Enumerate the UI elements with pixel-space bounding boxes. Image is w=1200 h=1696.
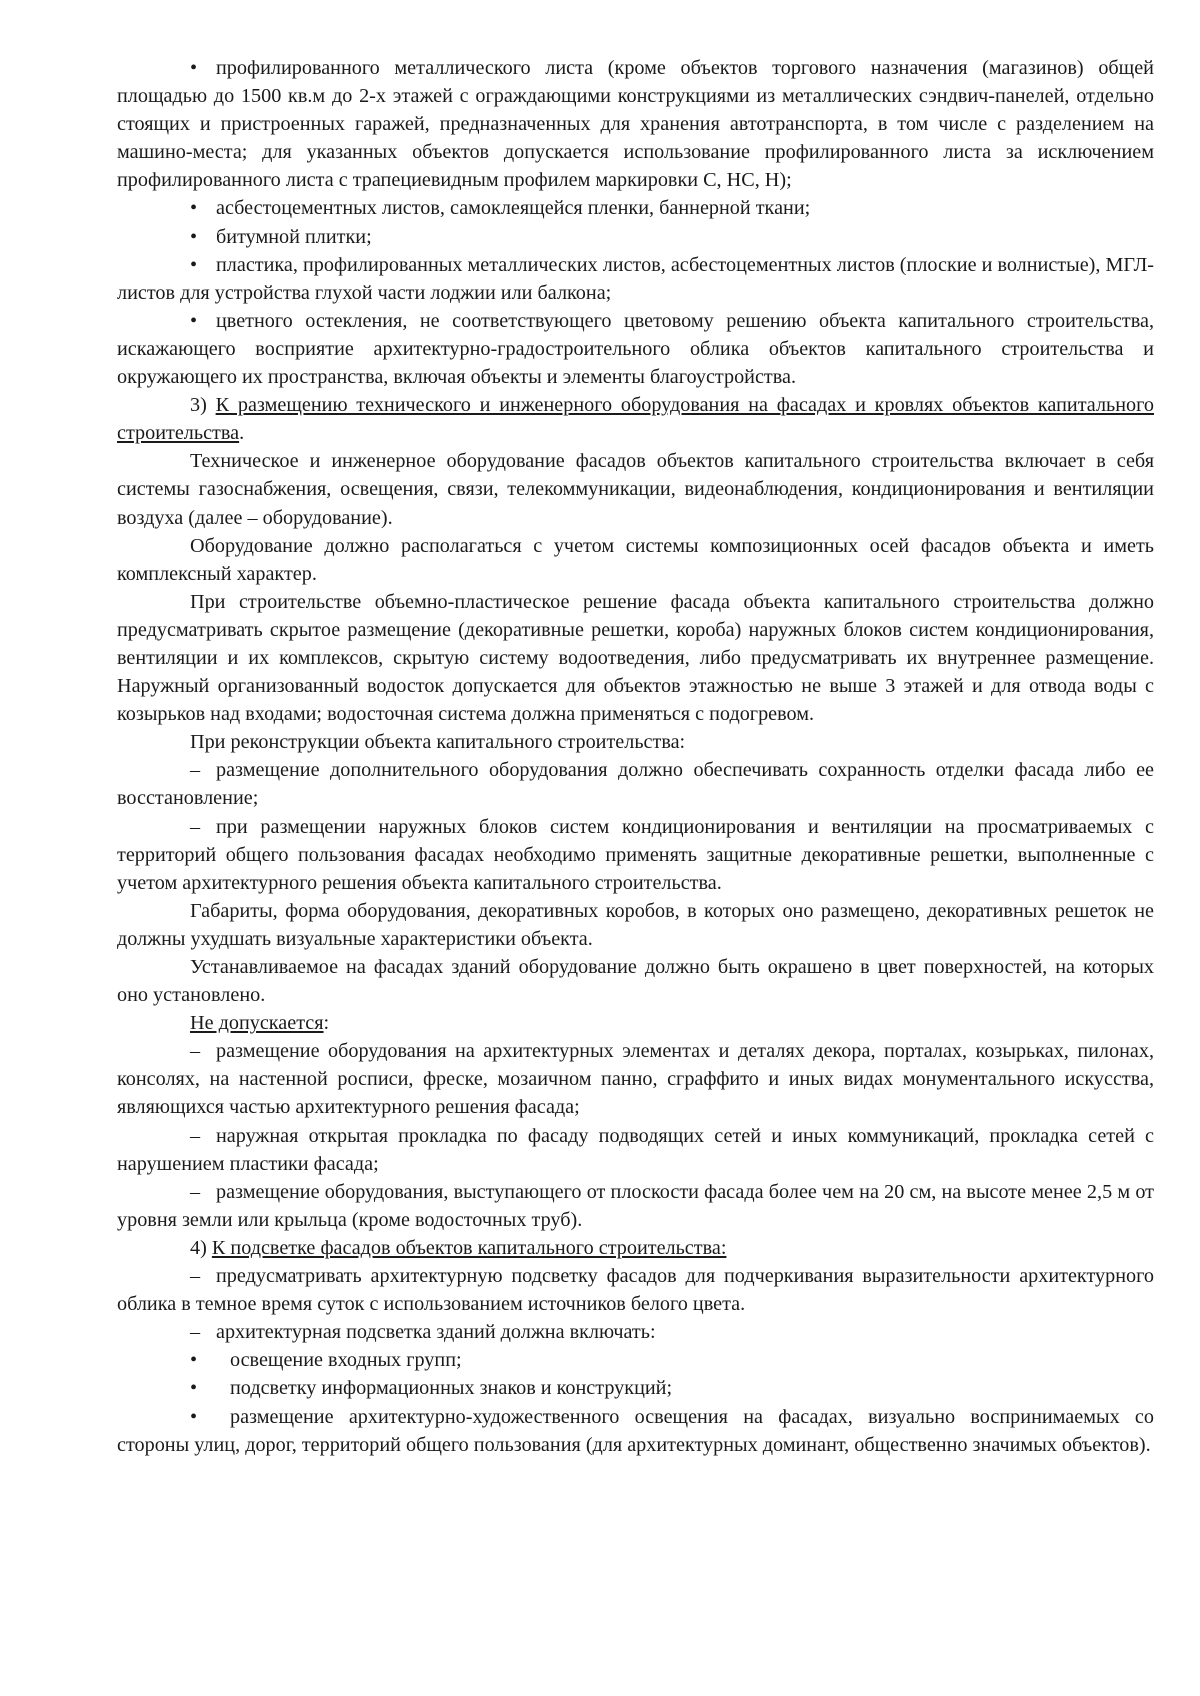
bullet-icon: • xyxy=(190,1405,198,1428)
prohibited-heading: Не допускается: xyxy=(190,1012,330,1035)
list-item: • пластика, профилированных металлических листов, асбестоцементных листов (плоские и волнистые), МГЛ-листов для устройства глухой части лоджии или балкона; xyxy=(117,251,1154,307)
bullet-icon: • xyxy=(190,197,198,220)
list-item: – размещение оборудования, выступающего от плоскости фасада более чем на 20 см, на высоте менее 2,5 м от уровня земли или крыльца (кроме водосточных труб). xyxy=(117,1178,1154,1234)
section-heading-3: 3) К размещению технического и инженерного оборудования на фасадах и кровлях объектов капитального строительства. xyxy=(117,394,1154,445)
list-item: – размещение дополнительного оборудования должно обеспечивать сохранность отделки фасада либо ее восстановление; xyxy=(117,756,1154,812)
list-item: – наружная открытая прокладка по фасаду подводящих сетей и иных коммуникаций, прокладка сетей с нарушением пластики фасада; xyxy=(117,1122,1154,1178)
list-item: – архитектурная подсветка зданий должна включать: xyxy=(117,1318,1154,1346)
paragraph: При реконструкции объекта капитального строительства: xyxy=(190,731,686,754)
dash-icon: – xyxy=(190,759,201,782)
dash-icon: – xyxy=(190,815,201,838)
bullet-icon: • xyxy=(190,253,198,276)
list-item: • освещение входных групп; xyxy=(117,1346,1154,1374)
list-item: • профилированного металлического листа (кроме объектов торгового назначения (магазинов) общей площадью до 1500 кв.м до 2-х этажей с ограждающими конструкциями из металлических сэндвич-панелей, отдельно стоящих и пристроенных гаражей, предназначенных для хранения автотранспорта, в том числе с разделением на машино-места; для указанных объектов допускается использование профилированного листа за исключением профилированного листа с трапециевидным профилем маркировки С, НС, Н); xyxy=(117,54,1154,194)
list-item: • цветного остекления, не соответствующего цветовому решению объекта капитального строительства, искажающего восприятие архитектурно-градостроительного облика объектов капитального строительства и окружающего их пространства, включая объекты и элементы благоустройства. xyxy=(117,307,1154,391)
dash-icon: – xyxy=(190,1040,201,1063)
list-item: • асбестоцементных листов, самоклеящейся пленки, баннерной ткани; xyxy=(117,194,1154,222)
bullet-icon: • xyxy=(190,225,198,248)
list-item: • размещение архитектурно-художественного освещения на фасадах, визуально воспринимаемых со стороны улиц, дорог, территорий общего пользования (для архитектурных доминант, общественно значимых объектов). xyxy=(117,1403,1154,1459)
list-item: – предусматривать архитектурную подсветку фасадов для подчеркивания выразительности архитектурного облика в темное время суток с использованием источников белого цвета. xyxy=(117,1262,1154,1318)
list-item: – размещение оборудования на архитектурных элементах и деталях декора, порталах, козырьках, пилонах, консолях, на настенной росписи, фреске, мозаичном панно, сграффито и иных видах монументального искусства, являющихся частью архитектурного решения фасада; xyxy=(117,1037,1154,1121)
paragraph: Устанавливаемое на фасадах зданий оборудование должно быть окрашено в цвет поверхностей, на которых оно установлено. xyxy=(117,956,1154,1007)
paragraph: Техническое и инженерное оборудование фасадов объектов капитального строительства включает в себя системы газоснабжения, освещения, связи, телекоммуникации, видеонаблюдения, кондиционирования и вентиляции воздуха (далее – оборудование). xyxy=(117,450,1154,529)
bullet-icon: • xyxy=(190,57,198,79)
bullet-icon: • xyxy=(190,1349,198,1372)
section-heading-4: 4) К подсветке фасадов объектов капитального строительства: xyxy=(190,1236,727,1259)
list-item: • подсветку информационных знаков и конструкций; xyxy=(117,1374,1154,1402)
list-item: – при размещении наружных блоков систем кондиционирования и вентиляции на просматриваемых с территорий общего пользования фасадах необходимо применять защитные декоративные решетки, выполненные с учетом архитектурного решения объекта капитального строительства. xyxy=(117,813,1154,897)
paragraph: Оборудование должно располагаться с учетом системы композиционных осей фасадов объекта и иметь комплексный характер. xyxy=(117,534,1154,585)
list-item: • битумной плитки; xyxy=(117,223,1154,251)
paragraph: Габариты, форма оборудования, декоративных коробов, в которых оно размещено, декоративных решеток не должны ухудшать визуальные характеристики объекта. xyxy=(117,899,1154,950)
dash-icon: – xyxy=(190,1180,201,1203)
dash-icon: – xyxy=(190,1124,201,1147)
bullet-icon: • xyxy=(190,1377,198,1400)
bullet-icon: • xyxy=(190,309,198,332)
paragraph: При строительстве объемно-пластическое решение фасада объекта капитального строительства должно предусматривать скрытое размещение (декоративные решетки, короба) наружных блоков систем кондиционирования, вентиляции и их комплексов, скрытую систему водоотведения, либо предусматривать их внутреннее размещение. Наружный организованный водосток допускается для объектов этажностью не выше 3 этажей и для отвода воды с козырьков над входами; водосточная система должна применяться с подогревом. xyxy=(117,590,1154,726)
dash-icon: – xyxy=(190,1265,201,1288)
dash-icon: – xyxy=(190,1321,201,1344)
